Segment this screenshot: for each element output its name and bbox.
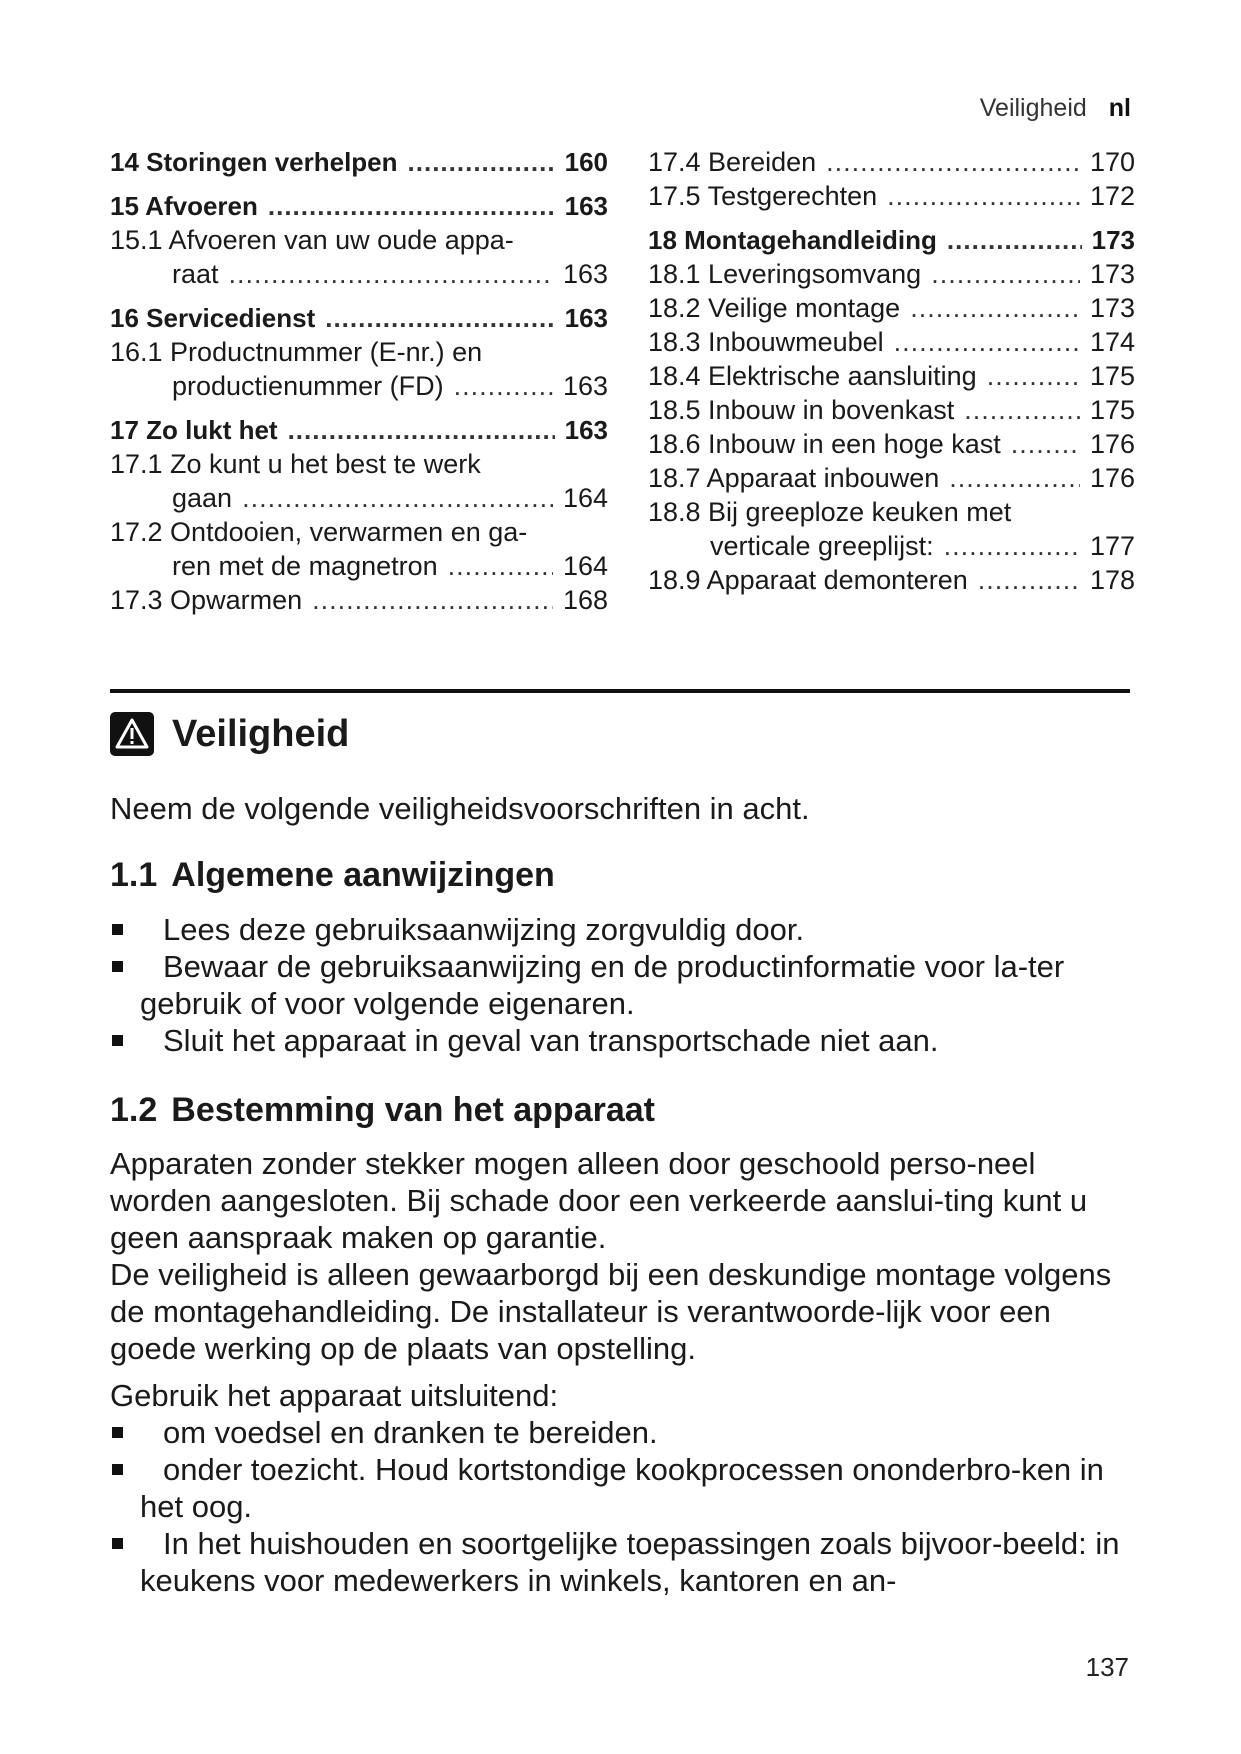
toc-entry[interactable] (648, 427, 1135, 461)
toc-right-column (648, 145, 1135, 597)
toc-page-number: 176 (1089, 429, 1135, 459)
list-item: In het huishouden en soortgelijke toepassingen zoals bijvoor-beeld: in keukens voor medewerkers in winkels, kantoren en an- (110, 1525, 1135, 1599)
toc-entry-title: 18.4 Elektrische aansluiting (648, 361, 977, 391)
toc-entry-title: 17.1 Zo kunt u het best te werk (110, 449, 481, 479)
toc-entry[interactable] (648, 495, 1135, 563)
toc-leader (887, 179, 1080, 213)
list-item: Bewaar de gebruiksaanwijzing en de productinformatie voor la-ter gebruik of voor volgende eigenaren. (110, 948, 1135, 1022)
toc-entry-title: 15.1 Afvoeren van uw oude appa- (110, 225, 514, 255)
bullet-square-icon (112, 1464, 123, 1475)
section-title: Veiligheid (172, 712, 350, 755)
toc-page-number: 168 (562, 585, 608, 615)
toc-entry[interactable] (648, 223, 1135, 257)
toc-entry[interactable] (648, 179, 1135, 213)
purpose-content (110, 1145, 1135, 1599)
toc-entry[interactable] (110, 447, 608, 515)
paragraph: Apparaten zonder stekker mogen alleen door geschoold perso-neel worden aangesloten. Bij schade door een verkeerde aanslui-ting kunt u geen aanspraak maken op garantie. (110, 1146, 1088, 1255)
toc-leader (268, 189, 555, 223)
toc-page-number: 163 (564, 303, 608, 333)
toc-leader (931, 257, 1080, 291)
toc-leader (288, 413, 555, 447)
toc-entry[interactable] (648, 359, 1135, 393)
toc-entry-title: 18.5 Inbouw in bovenkast (648, 395, 955, 425)
toc-leader (229, 257, 553, 291)
toc-entry-title: 18.2 Veilige montage (648, 293, 901, 323)
toc-page-number: 177 (1089, 531, 1135, 561)
toc-entry[interactable] (110, 413, 608, 447)
page-number: 137 (1085, 1652, 1129, 1682)
toc-entry[interactable] (648, 291, 1135, 325)
toc-page-number: 170 (1089, 147, 1135, 177)
bullet-square-icon (112, 1035, 123, 1046)
toc-leader (947, 223, 1082, 257)
toc-entry[interactable] (648, 145, 1135, 179)
toc-entry[interactable] (110, 189, 608, 223)
paragraph: Gebruik het apparaat uitsluitend: (110, 1378, 559, 1413)
toc-leader (448, 549, 553, 583)
bullet-square-icon (112, 961, 123, 972)
section-heading (110, 712, 349, 756)
toc-leader (894, 325, 1080, 359)
toc-leader (944, 529, 1080, 563)
running-header (980, 94, 1131, 123)
list-item: Sluit het apparaat in geval van transportschade niet aan. (110, 1022, 1135, 1059)
toc-page-number: 163 (564, 191, 608, 221)
toc-leader (910, 291, 1080, 325)
toc-entry-title-cont: gaan (172, 483, 233, 513)
toc-page-number: 164 (562, 551, 608, 581)
toc-entry-title-cont: verticale greeplijst: (710, 531, 934, 561)
toc-entry-title-cont: ren met de magnetron (172, 551, 438, 581)
paragraph: De veiligheid is alleen gewaarborgd bij een deskundige montage volgens de montagehandleiding. De installateur is verantwoorde-lijk voor een goede werking op de plaats van opstelling. (110, 1257, 1112, 1366)
toc-leader (242, 481, 553, 515)
toc-page-number: 164 (562, 483, 608, 513)
toc-entry-title: 14 Storingen verhelpen (110, 147, 398, 177)
header-section: Veiligheid (979, 94, 1087, 122)
section-divider (110, 689, 1130, 693)
toc-entry[interactable] (110, 515, 608, 583)
toc-leader (949, 461, 1080, 495)
toc-entry-title: 16.1 Productnummer (E-nr.) en (110, 337, 483, 367)
toc-entry-title: 17.4 Bereiden (648, 147, 817, 177)
toc-page-number: 175 (1089, 395, 1135, 425)
heading-text: Bestemming van het apparaat (171, 1091, 655, 1129)
toc-entry-title: 18.9 Apparaat demonteren (648, 565, 968, 595)
bullet-square-icon (112, 1427, 123, 1438)
toc-entry[interactable] (110, 583, 608, 617)
toc-entry-title: 18.6 Inbouw in een hoge kast (648, 429, 1001, 459)
warning-triangle-icon (110, 712, 154, 756)
toc-entry-title: 15 Afvoeren (110, 191, 258, 221)
toc-page-number: 178 (1089, 565, 1135, 595)
toc-page-number: 173 (1089, 259, 1135, 289)
toc-leader (978, 563, 1080, 597)
toc-page-number: 160 (564, 147, 608, 177)
toc-entry[interactable] (110, 301, 608, 335)
toc-entry[interactable] (110, 223, 608, 291)
toc-entry[interactable] (110, 145, 608, 179)
toc-entry-title: 18.7 Apparaat inbouwen (648, 463, 940, 493)
toc-entry-title: 17 Zo lukt het (110, 415, 278, 445)
heading-text: Algemene aanwijzingen (171, 856, 555, 894)
heading-number: 1.1 (110, 856, 158, 894)
toc-page-number: 163 (562, 371, 608, 401)
toc-entry-title: 17.2 Ontdooien, verwarmen en ga- (110, 517, 528, 547)
toc-entry-title-cont: productienummer (FD) (172, 371, 444, 401)
toc-page-number: 173 (1091, 225, 1135, 255)
bullet-square-icon (112, 1538, 123, 1549)
toc-page-number: 176 (1089, 463, 1135, 493)
toc-entry[interactable] (110, 335, 608, 403)
toc-leader (325, 301, 554, 335)
toc-page-number: 175 (1089, 361, 1135, 391)
list-item: Lees deze gebruiksaanwijzing zorgvuldig door. (110, 911, 1135, 948)
list-item: onder toezicht. Houd kortstondige kookprocessen ononderbro-ken in het oog. (110, 1451, 1135, 1525)
toc-entry[interactable] (648, 461, 1135, 495)
toc-entry[interactable] (648, 393, 1135, 427)
toc-page-number: 163 (564, 415, 608, 445)
toc-page-number: 174 (1089, 327, 1135, 357)
toc-entry-title: 18.3 Inbouwmeubel (648, 327, 884, 357)
toc-page-number: 172 (1089, 181, 1135, 211)
toc-leader (312, 583, 553, 617)
toc-entry-title: 18.8 Bij greeploze keuken met (648, 497, 1012, 527)
toc-entry-title: 18.1 Leveringsomvang (648, 259, 922, 289)
toc-entry-title: 17.3 Opwarmen (110, 585, 303, 615)
header-language: nl (1108, 94, 1131, 122)
toc-leader (454, 369, 553, 403)
toc-leader (408, 145, 555, 179)
toc-entry[interactable] (648, 325, 1135, 359)
toc-entry[interactable] (648, 563, 1135, 597)
toc-entry-title: 16 Servicedienst (110, 303, 316, 333)
toc-leader (1011, 427, 1080, 461)
general-instructions (110, 911, 1135, 1059)
toc-page-number: 163 (562, 259, 608, 289)
heading-number: 1.2 (110, 1091, 158, 1129)
list-item: om voedsel en dranken te bereiden. (110, 1414, 1135, 1451)
heading-general (110, 856, 555, 895)
section-intro: Neem de volgende veiligheidsvoorschriften in acht. (110, 791, 810, 826)
toc-entry-title: 18 Montagehandleiding (648, 225, 937, 255)
toc-leader (964, 393, 1080, 427)
toc-entry-title-cont: raat (172, 259, 219, 289)
toc-left-column (110, 145, 608, 617)
toc-leader (826, 145, 1080, 179)
toc-entry[interactable] (648, 257, 1135, 291)
toc-page-number: 173 (1089, 293, 1135, 323)
heading-purpose (110, 1091, 655, 1130)
toc-leader (987, 359, 1080, 393)
toc-entry-title: 17.5 Testgerechten (648, 181, 878, 211)
bullet-square-icon (112, 924, 123, 935)
